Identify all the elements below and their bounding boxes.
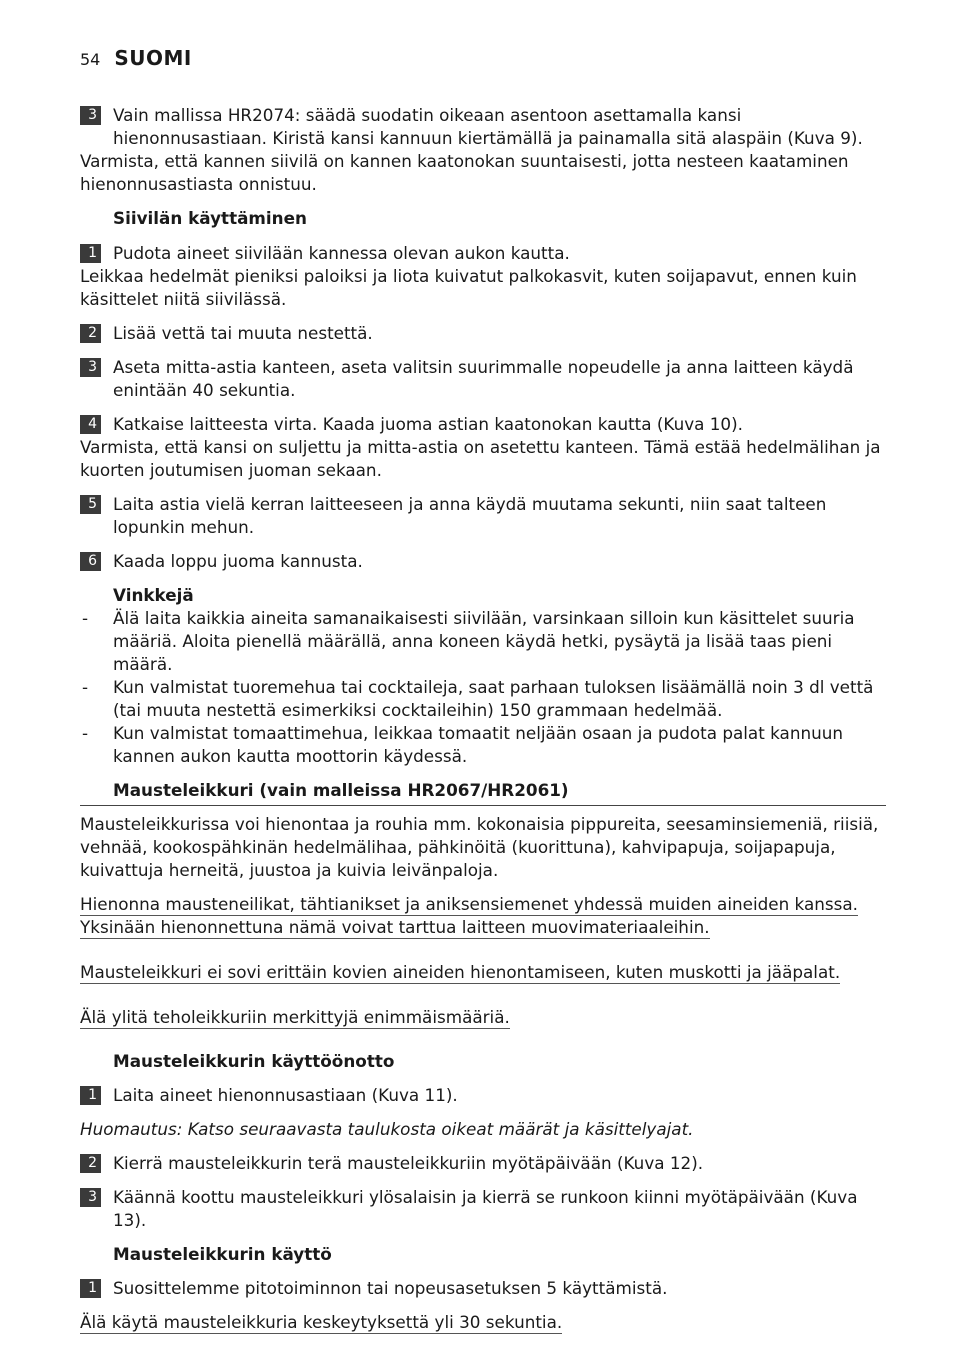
page-header [80, 46, 192, 70]
step-item [80, 322, 886, 345]
step-number: 3 [80, 1188, 101, 1207]
step-item [80, 1186, 886, 1232]
tip-text: Kun valmistat tomaattimehua, leikkaa tomaatit neljään osaan ja pudota palat kannuun kannen aukon kautta moottorin käydessä. [113, 723, 843, 766]
warning-block [80, 961, 886, 984]
warning-text: Älä ylitä teholeikkuriin merkittyjä enimmäismääriä. [80, 1007, 510, 1027]
step-number: 3 [80, 358, 101, 377]
step-item [80, 104, 886, 150]
intro-text: Mausteleikkurissa voi hienontaa ja rouhia mm. kokonaisia pippureita, seesaminsiemeniä, riisiä, vehnää, kookospähkinän hedelmälihaa, pähkinöitä (kuorittuna), kahvipapuja, soijapapuja, kuivattuja herneitä, juustoa ja kuivia leivänpaloja. [80, 814, 879, 880]
bullet-dash: - [82, 723, 89, 743]
step-text: Lisää vettä tai muuta nestettä. [113, 323, 373, 343]
step-text: Kaada loppu juoma kannusta. [113, 551, 363, 571]
section-heading: Mausteleikkurin käyttöönotto [113, 1051, 395, 1071]
step-text: Käännä koottu mausteleikkuri ylösalaisin ja kierrä se runkoon kiinni myötäpäivään (Kuva 13). [113, 1187, 858, 1230]
step-text: Katkaise laitteesta virta. Kaada juoma astian kaatonokan kautta (Kuva 10). [113, 414, 743, 434]
page-content [80, 104, 886, 1334]
section-heading: Siivilän käyttäminen [113, 208, 307, 228]
page-number: 54 [80, 50, 101, 69]
section-heading: Mausteleikkuri (vain malleissa HR2067/HR2061) [113, 780, 569, 800]
step-text: Laita aineet hienonnusastiaan (Kuva 11). [113, 1085, 458, 1105]
step-item [80, 1084, 886, 1107]
bullet-dash: - [82, 677, 89, 697]
step-number: 2 [80, 324, 101, 343]
tips-list [80, 607, 886, 768]
step-number: 1 [80, 244, 101, 263]
list-item [80, 676, 886, 722]
step-text: Laita astia vielä kerran laitteeseen ja anna käydä muutama sekunti, niin saat talteen lopunkin mehun. [113, 494, 827, 537]
step-number: 1 [80, 1086, 101, 1105]
step-item [80, 1152, 886, 1175]
section-heading: Mausteleikkurin käyttö [113, 1244, 332, 1264]
warning-text: Mausteleikkuri ei sovi erittäin kovien aineiden hienontamiseen, kuten muskotti ja jääpalat. [80, 962, 841, 982]
warning-text: Hienonna mausteneilikat, tähtianikset ja aniksensiemenet yhdessä muiden aineiden kanssa. [80, 894, 858, 914]
note-text: Huomautus: Katso seuraavasta taulukosta oikeat määrät ja käsittelyajat. [80, 1119, 694, 1139]
warning-block [80, 893, 886, 939]
warning-block [80, 1006, 886, 1029]
step-number: 5 [80, 495, 101, 514]
list-item [80, 607, 886, 676]
section-heading-ruled [80, 779, 886, 806]
tip-text: Älä laita kaikkia aineita samanaikaisesti siivilään, varsinkaan silloin kun käsittelet suuria määriä. Aloita pienellä määrällä, anna koneen käydä hetki, pysäytä ja lisää taas pieni määrä. [113, 608, 855, 674]
step-number: 6 [80, 552, 101, 571]
step-text: Kierrä mausteleikkurin terä mausteleikkuriin myötäpäivään (Kuva 12). [113, 1153, 704, 1173]
step-item [80, 356, 886, 402]
bullet-dash: - [82, 608, 89, 628]
step-number: 4 [80, 415, 101, 434]
step-text: Aseta mitta-astia kanteen, aseta valitsin suurimmalle nopeudelle ja anna laitteen käydä enintään 40 sekuntia. [113, 357, 854, 400]
section-heading: Vinkkejä [113, 585, 194, 605]
note-text: Varmista, että kansi on suljettu ja mitta-astia on asetettu kanteen. Tämä estää hedelmälihan ja kuorten joutumisen juoman sekaan. [80, 437, 881, 480]
step-text: Suosittelemme pitotoiminnon tai nopeusasetuksen 5 käyttämistä. [113, 1278, 668, 1298]
warning-block [80, 1311, 886, 1334]
step-item [80, 550, 886, 573]
warning-text: Yksinään hienonnettuna nämä voivat tarttua laitteen muovimateriaaleihin. [80, 917, 710, 937]
step-number: 1 [80, 1279, 101, 1298]
step-text: Pudota aineet siivilään kannessa olevan aukon kautta. [113, 243, 570, 263]
note-text: Leikkaa hedelmät pieniksi paloiksi ja liota kuivatut palkokasvit, kuten soijapavut, ennen kuin käsittelet niitä siivilässä. [80, 266, 857, 309]
tip-text: Kun valmistat tuoremehua tai cocktaileja, saat parhaan tuloksen lisäämällä noin 3 dl vettä (tai muuta nestettä esimerkiksi cocktaileihin) 150 grammaan hedelmää. [113, 677, 874, 720]
language-title: SUOMI [114, 46, 192, 70]
step-number: 2 [80, 1154, 101, 1173]
list-item [80, 722, 886, 768]
step-item [80, 1277, 886, 1300]
note-text: Varmista, että kannen siivilä on kannen kaatonokan suuntaisesti, jotta nesteen kaataminen hienonnusastiasta onnistuu. [80, 151, 849, 194]
step-item [80, 242, 886, 265]
step-number: 3 [80, 106, 101, 125]
step-item [80, 413, 886, 436]
step-text: Vain mallissa HR2074: säädä suodatin oikeaan asentoon asettamalla kansi hienonnusastiaan. Kiristä kansi kannuun kiertämällä ja painamalla sitä alaspäin (Kuva 9). [113, 105, 863, 148]
warning-text: Älä käytä mausteleikkuria keskeytyksettä yli 30 sekuntia. [80, 1312, 563, 1332]
step-item [80, 493, 886, 539]
